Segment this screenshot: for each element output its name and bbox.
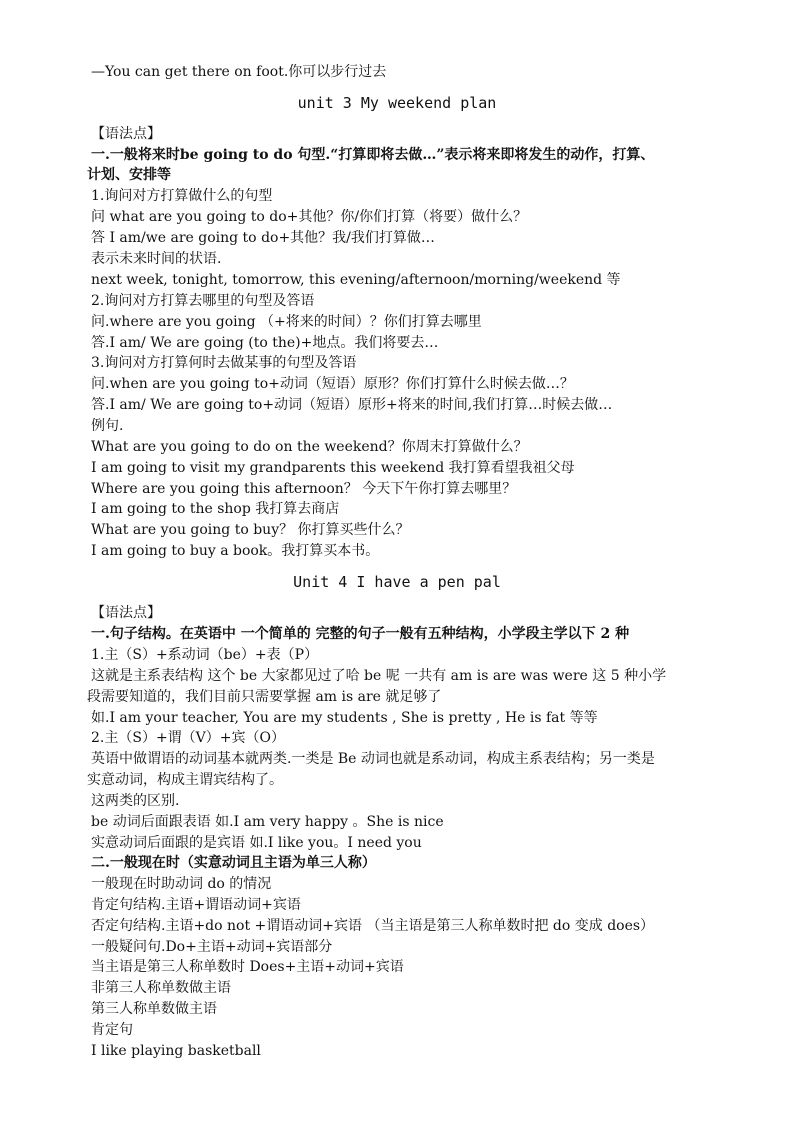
text-line: —You can get there on foot.你可以步行过去 [91,64,387,80]
text-line: 一般现在时助动词 do 的情况 [91,876,272,892]
text-line: 例句. [91,418,124,434]
subsection-heading: 2.询问对方打算去哪里的句型及答语 [91,293,315,309]
example-line: Where are you going this afternoon？ 今天下午你打算去哪里？ [91,481,517,497]
text-line: next week, tonight, tomorrow, this evening/afternoon/morning/weekend 等 [91,272,621,288]
text-line: 这就是主系表结构 这个 be 大家都见过了哈 be 呢 一共有 am is are was were 这 5 种小学 [91,668,667,684]
example-line: I am going to buy a book。我打算买本书。 [91,543,380,559]
example-line: I am going to visit my grandparents this weekend 我打算看望我祖父母 [91,460,575,476]
section-heading: 二.一般现在时（实意动词且主语为单三人称） [91,855,376,871]
text-line: 段需要知道的，我们目前只需要掌握 am is are 就足够了 [87,689,442,705]
text-line: 当主语是第三人称单数时 Does+主语+动词+宾语 [91,959,404,975]
section-heading-cont [87,165,175,186]
example-line: 如.I am your teacher, You are my students , She is pretty , He is fat 等等 [91,710,598,726]
grammar-tag: 【语法点】 [91,126,161,142]
subsection-heading: 1.主（S）+系动词（be）+表（P） [91,647,319,663]
example-line: What are you going to buy？ 你打算买些什么？ [91,522,410,538]
text-line: 问.where are you going （+将来的时间）？你们打算去哪里 [91,314,482,330]
subsection-heading: 2.主（S）+谓（V）+宾（O） [91,730,285,746]
text-line: 一般疑问句.Do+主语+动词+宾语部分 [91,939,333,955]
text-line: 肯定句结构.主语+谓语动词+宾语 [91,897,301,913]
unit3-title: unit 3 My weekend plan [297,94,497,112]
example-line: I am going to the shop 我打算去商店 [91,501,340,517]
text-line: 答 I am/we are going to do+其他？我/我们打算做… [91,230,435,246]
text-line: 表示未来时间的状语. [91,251,222,267]
text-line: 英语中做谓语的动词基本就两类.一类是 Be 动词也就是系动词，构成主系表结构；另一类是 [91,751,655,767]
text-line: 问 what are you going to do+其他？你/你们打算（将要）做什么？ [91,209,528,225]
text-line: 肯定句 [91,1022,133,1038]
text-line: 否定句结构.主语+do not +谓语动词+宾语 （当主语是第三人称单数时把 do 变成 does） [91,918,655,934]
text-line: 实意动词后面跟的是宾语 如.I like you。I need you [91,835,422,851]
text-line: 实意动词，构成主谓宾结构了。 [87,772,283,788]
example-line: What are you going to do on the weekend？你周末打算做什么？ [91,439,528,455]
text-line: 这两类的区别. [91,793,180,809]
text-line: 答.I am/ We are going (to the)+地点。我们将要去… [91,335,439,351]
subsection-heading: 3.询问对方打算何时去做某事的句型及答语 [91,355,357,371]
section-heading-cont-text: 计划、安排等 [87,167,171,183]
grammar-tag: 【语法点】 [91,605,161,621]
text-line: 非第三人称单数做主语 [91,980,231,996]
subsection-heading: 1.询问对方打算做什么的句型 [91,188,273,204]
section-heading: 一.句子结构。在英语中 一个简单的 完整的句子一般有五种结构，小学段主学以下 2 种 [91,626,630,642]
unit4-title: Unit 4 I have a pen pal [293,573,501,591]
text-line: 第三人称单数做主语 [91,1001,217,1017]
text-line: 问.when are you going to+动词（短语）原形？你们打算什么时候去做…？ [91,376,574,392]
example-line: I like playing basketball [91,1043,261,1059]
text-line: be 动词后面跟表语 如.I am very happy 。She is nice [91,814,444,830]
text-line: 答.I am/ We are going to+动词（短语）原形+将来的时间,我们打算…时候去做… [91,397,613,413]
section-heading: 一.一般将来时be going to do 句型.“打算即将去做…”表示将来即将发生的动作，打算、 [91,147,655,163]
